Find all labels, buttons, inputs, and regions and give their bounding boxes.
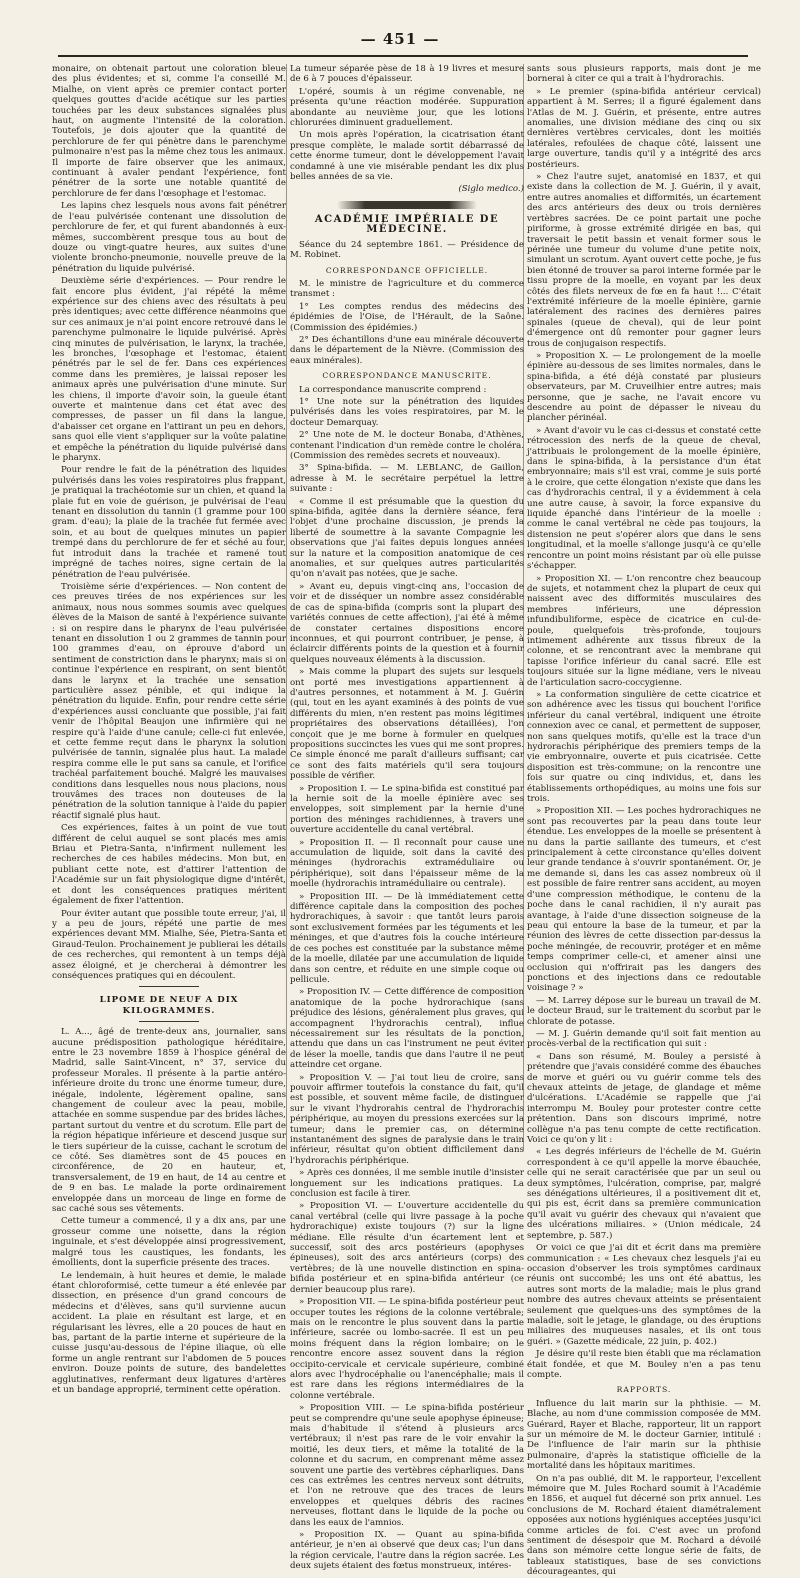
paragraph: » Proposition III. — De là immédiatement cette différence capitale dans la composition des poches hydrorachiques, à savoir : que tantôt leurs parois sont exclusivement formées par les téguments et les méninges, et que d'autres fois la couche intérieure de ces poches est constituée par la substance même de la moelle, dilatée par une accumulation de liquide dans son centre, et réduite en une simple coque ou pellicule.: [290, 891, 524, 985]
section-divider: [139, 1021, 199, 1022]
paragraph: » Le premier (spina-bifida antérieur cervical) appartient à M. Serres; il a figuré également dans l'Atlas de M. J. Guérin, et présente, entre autres anomalies, une division médiane des cinq ou six dernières vertèbres cervicales, dont les moitiés latérales, refoulées de chaque côté, laissent une large ouverture, tandis qu'il y a intégrité des arcs postérieurs.: [527, 86, 761, 170]
section-title: LIPOME DE NEUF A DIX KILOGRAMMES.: [99, 995, 239, 1016]
paragraph: » Proposition V. — J'ai tout lieu de croire, sans pouvoir affirmer toutefois la constance du fait, qu'il est possible, et souvent même facile, de distinguer sur le vivant l'hydrorahis central de l'hydrorachis périphérique, au moyen du pressions exercées sur la tumeur; dans le premier cas, on détermine instantanément des signes de paralysie dans le train inférieur, résultat qu'on obtient difficilement dans l'hydrorachis périphérique.: [290, 1072, 524, 1166]
paragraph: » Avant eu, depuis vingt-cinq ans, l'occasion de voir et de disséquer un nombre assez considérable de cas de spina-bifida (compris sont la plupart des variétés connues de cette affection), j'ai été à même de constater certaines dispositions encore inconnues, et qui pourront contribuer, je pense, à éclaircir différents points de la question et à fournir quelques nouveaux éléments à la discussion.: [290, 581, 524, 665]
paragraph: Je désire qu'il reste bien établi que ma réclamation était fondée, et que M. Bouley n'en a pas tenu compte.: [527, 1349, 761, 1380]
paragraph: L'opéré, soumis à un régime convenable, ne présenta qu'une réaction modérée. Suppuration abondante au neuvième jour, que les lotions chlorurées diminuent graduellement.: [290, 86, 524, 129]
paragraph: » Avant d'avoir vu le cas ci-dessus et constaté cette rétrocession des nerfs de la queue de cheval, j'attribuais le prolongement de la moelle épinière, dans le spina-bifida, à la persistance d'un état embryonnaire; mais s'il est vrai, comme je suis porté à le croire, que cette élongation n'existe que dans les cas d'hydrorachis central, il y a évidemment à cela une autre cause, à savoir, la force expansive du liquide épanché dans l'intérieur de la moelle : comme le canal vertébral ne cède pas toujours, la distension ne peut s'opérer alors que dans le sens longitudinal, et la moelle s'allonge jusqu'à ce qu'elle rencontre un point moins résistant par où elle puisse s'échapper.: [527, 425, 761, 572]
paragraph: Le lendemain, à huit heures et demie, le malade étant chloroformisé, cette tumeur a été enlevée par dissection, en présence d'un grand concours de médecins et d'élèves, sans qu'il survienne aucun accident. La plaie en résultant est large, et en régularisant les lèvres, elle a 20 pouces de haut en bas, partant de la partie interne et supérieure de la cuisse jusqu'au-dessous de l'épine iliaque, où elle forme un angle rentrant sur l'abdomen de 5 pouces environ. Douze points de suture, des bandelettes agglutinatives, renfermant deux ligatures d'artères et un bandage approprié, terminent cette opération.: [52, 1270, 286, 1395]
ornament-divider: [337, 201, 477, 209]
paragraph: La tumeur séparée pèse de 18 à 19 livres et mesure de 6 à 7 pouces d'épaisseur.: [290, 64, 524, 85]
paragraph: Or voici ce que j'ai dit et écrit dans ma première communication : « Les chevaux chez lesquels j'ai eu occasion d'observer les trois symptômes cardinaux réunis ont succombé; les uns ont été abattus, les autres sont morts de la maladie; mais le plus grand nombre des autres chevaux atteints se présentaient seulement que quelques-uns des symptômes de la maladie, soit le jetage, le glandage, ou des éruptions miliaires des muqueuses nasales, et ils ont tous guéri. » (Gazette médicale, 22 juin, p. 402.): [527, 1243, 761, 1347]
paragraph: Troisième série d'expériences. — Non content de ces preuves tirées de nos expériences sur les animaux, nous nous sommes soumis avec quelques élèves de la Maison de santé à l'expérience suivante : si on respire dans le pharynx de l'eau pulvérisée tenant en dissolution 1 ou 2 grammes de tannin pour 100 grammes d'eau, on éprouve d'abord un sentiment de constriction dans le pharynx; mais si on continue l'expérience en respirant, on sent bientôt dans le larynx et la trachée une sensation particulière assez pénible, et qui indique la pénétration du liquide. Enfin, pour rendre cette série d'expériences aussi concluante que possible, j'ai fait venir de l'hôpital Beaujon une infirmière qui ne respire qu'à l'aide d'une canule; celle-ci fut enlevée, et cette femme reçut dans le pharynx la solution pulvérisée de tannin, signalée plus haut. La malade respira comme elle le put sans sa canule, et l'orifice trachéal parfaitement bouché. Malgré les mauvaises conditions dans lesquelles nous nous placions, nous trouvâmes des traces non douteuses de la pénétration de la solution tannique à l'aide du papier réactif signalé plus haut.: [52, 581, 286, 821]
paragraph: » Proposition VII. — Le spina-bifida postérieur peut occuper toutes les régions de la colonne vertébrale; mais on le rencontre le plus souvent dans la partie inférieure, sacrée ou lombo-sacrée. Il est un peu moins fréquent dans la région lombaire; on le rencontre encore assez souvent dans la région occipito-cervicale et cervicale supérieure, combiné alors avec l'hydrocéphalie ou l'anencéphalie; mais il est rare dans les régions intermédiaires de la colonne vertébrale.: [290, 1297, 524, 1401]
column-1: [52, 64, 286, 1395]
paragraph: monaire, on obtenait partout une coloration bleue des plus évidentes; et si, comme l'a conseillé M. Mialhe, on vient après ce premier contact porter quelques gouttes d'acide acétique sur les parties touchées par les deux substances signalées plus haut, on augmente l'intensité de la coloration. Toutefois, je dois ajouter que la quantité de perchlorure de fer qui pénètre dans le parenchyme pulmonaire n'est pas la même chez tous les animaux. Il importe de faire observer que les animaux, continuant à avaler pendant l'expérience, font pénétrer de la sorte une notable quantité de perchlorure de fer dans l'œsophage et l'estomac.: [52, 64, 286, 199]
source-signature: (Siglo medico.): [458, 184, 524, 195]
paragraph: « Comme il est présumable que la question du spina-bifida, agitée dans la dernière séance, fera l'objet d'une prochaine discussion, je prends la liberté de soumettre à la savante Compagnie les observations que j'ai faites depuis longues années sur la nature et la composition anatomique de ces anomalies, et sur quelques autres particularités qu'on n'avait pas notées, que je sache.: [290, 496, 524, 580]
paragraph: Pour rendre le fait de la pénétration des liquides pulvérisés dans les voies respiratoires plus frappant, je pratiquai la trachéotomie sur un chien, et quand la plaie fut en voie de guérison, je pulvérisai de l'eau tenant en dissolution du tannin (1 gramme pour 100 gram. d'eau); la plaie de la trachée fut fermée avec soin, et au bout de quelques minutes un papier trempé dans du perchlorure de fer et séché au four, fut introduit dans la trachée et ramené tout imprégné de taches noires, signe certain de la pénétration de l'eau pulvérisée.: [52, 465, 286, 580]
column-2: [290, 64, 525, 1572]
paragraph: » Proposition VIII. — Le spina-bifida postérieur peut se comprendre qu'une seule apophyse épineuse; mais d'habitude il s'étend à plusieurs arcs vertébraux; il n'est pas rare de le voir envahir la moitié, les deux tiers, et même la totalité de la colonne et du sacrum, en comprenant même assez souvent une partie des vertèbres cépharliques. Dans ces cas extrêmes les centres nerveux sont détruits, et l'on ne retrouve que des traces de leurs enveloppes et quelques débris des racines nerveuses, flottant dans le liquide de la poche ou dans les eaux de l'amnios.: [290, 1403, 525, 1528]
paragraph: Influence du lait marin sur la phthisie. — M. Blache, au nom d'une commission composée de MM. Guérard, Rayer et Blache, rapporteur, lit un rapport sur un mémoire de M. le docteur Garnier, intitulé : De l'influence de l'air marin sur la phthisie pulmonaire, d'après la statistique officielle de la mortalité dans les hôpitaux maritimes.: [527, 1398, 761, 1472]
academy-title: ACADÉMIE IMPÉRIALE DE MÉDECINE.: [314, 213, 500, 236]
paragraph: 2° Des échantillons d'une eau minérale découverte dans le département de la Nièvre. (Commission des eaux minérales).: [290, 334, 524, 366]
header-rule: [58, 55, 748, 57]
session-line: Séance du 24 septembre 1861. — Présidence de M. Robinet.: [290, 239, 524, 261]
paragraph: La correspondance manuscrite comprend :: [299, 384, 487, 395]
paragraph: « Dans son résumé, M. Bouley a persisté à prétendre que j'avais considéré comme des ébauches de morve et guéri ou vu guérir comme tels des chevaux atteints de jetage, de glandage et même d'ulcérations. L'Académie se rappelle que j'ai interrompu M. Bouley pour protester contre cette prétention. Dans son discours imprimé, notre collègue n'a pas tenu compte de cette rectification. Voici ce qu'on y lit :: [527, 1051, 761, 1146]
paragraph: — M. J. Guérin demande qu'il soit fait mention au procès-verbal de la rectification qui suit :: [527, 1028, 761, 1050]
paragraph: » La conformation singulière de cette cicatrice et son adhérence avec les tissus qui bouchent l'orifice inférieur du canal vertébral, indiquent une étroite connexion avec ce canal, et permettent de supposer, non sans quelques motifs, qu'elle est la trace d'un hydrorachis périphérique des premiers temps de la vie embryonnaire, ouverte et puis cicatrisée. Cette disposition est très-commune; on la rencontre une fois sur quatre ou cinq individus, et, dans les établissements orthopédiques, au moins une fois sur trois.: [527, 689, 761, 805]
paragraph: 1° Une note sur la pénétration des liquides pulvérisés dans les voies respiratoires, par M. le docteur Demarquay.: [290, 396, 524, 428]
paragraph: » Proposition X. — Le prolongement de la moelle épinière au-dessous de ses limites normales, dans le spina-bifida, a été déjà constaté par plusieurs observateurs, par M. Cruveilhier entre autres; mais personne, que je sache, ne l'avait encore vu descendre au point de dépasser le niveau du plancher périnéal.: [527, 350, 761, 424]
paragraph: Un mois après l'opération, la cicatrisation étant presque complète, le malade sortit débarrassé de cette énorme tumeur, dont le développement l'avait condamné à une vie misérable pendant les dix plus belles années de sa vie.: [290, 130, 524, 183]
paragraph: » Chez l'autre sujet, anatomisé en 1837, et qui existe dans la collection de M. J. Guérin, il y avait, entre autres anomalies et difformités, un écartement des arcs antérieurs des deux ou trois dernières vertèbres sacrées. De ce point partait une poche piriforme, à grosse extrémité dirigée en bas, qui traversait le petit bassin et venait former sous le périnée une tumeur du volume d'une petite noix, simulant un scrotum. Ayant ouvert cette poche, je fus bien étonné de trouver sa paroi interne formée par le tissu propre de la moelle, en voyant par les deux côtés des filets nerveux de fœ en fa haut !... C'était l'extrémité inférieure de la moelle épinière, garnie latéralement des racines des dernières paires spinales (queue de cheval), qui de leur point d'émergence ont dû remonter pour gagner leurs trous de conjugaison respectifs.: [527, 172, 761, 349]
paragraph: » Proposition XII. — Les poches hydrorachiques ne sont pas recouvertes par la peau dans toute leur étendue. Les enveloppes de la moelle se présentent à nu dans la partie saillante des tumeurs, et c'est principalement à cette circonstance qu'elles doivent leur grande tendance à s'ouvrir spontanément. Or, je me demande si, dans les cas assez nombreux où il est possible de faire rentrer sans accident, au moyen d'une compression méthodique, le contenu de la poche dans le canal rachidien, il n'y aurait pas avantage, à l'aide d'une dissection soigneuse de la peau qui entoure la base de la tumeur, et par la réunion des lèvres de cette dissection par-dessus la poche méningée, de recouvrir, protéger et en même temps comprimer celle-ci, et amener ainsi une occlusion qui n'offrirait pas les dangers des ponctions et des injections dans ce redoutable voisinage ? »: [527, 806, 761, 994]
paragraph: — M. Larrey dépose sur le bureau un travail de M. le docteur Braud, sur le traitement du scorbut par le chlorate de potasse.: [527, 995, 761, 1027]
paragraph: » Mais comme la plupart des sujets sur lesquels ont porté mes investigations appartiennent à d'autres personnes, et notamment à M. J. Guérin (qui, tout en les ayant examinés à des points de vue différents du mien, n'en restent pas moins légitimes propriétaires des observations détaillées), l'on conçoit que je me borne à formuler en quelques propositions succinctes les vues qui me sont propres. Ce simple énoncé me paraît d'ailleurs suffisant; car ce sont des faits matériels qu'il sera toujours possible de vérifier.: [290, 667, 524, 782]
paragraph: L. A..., âgé de trente-deux ans, journalier, sans aucune prédisposition pathologique héréditaire, entre le 23 novembre 1859 à l'hospice général de Madrid, salle Saint-Vincent, n° 37, service du professeur Morales. Il présente à la partie antéro-inférieure droite du tronc une énorme tumeur, dure, inégale, indolente, légèrement opaline, sans changement de couleur avec la peau, mobile, attachée en somme suspendue par des brides lâches, partant surtout du ventre et du scrotum. Elle part de la région hépatique inférieure et descend jusque sur le tiers supérieur de la cuisse, cachant le scrotum de ce côté. Ses diamètres sont de 45 pouces en circonférence, de 20 en hauteur, et, transversalement, de 19 en haut, de 14 au centre et de 9 en bas. Le malade la porte ordinairement enveloppée dans un morceau de linge en forme de sac caché sous ses vêtements.: [52, 1027, 286, 1215]
paragraph: » Proposition IV. — Cette différence de composition anatomique de la poche hydrorachique (sans préjudice des lésions, généralement plus graves, qui accompagnent l'hydrorachis central), influe nécessairement sur les résultats de la ponction, attendu que dans un cas l'instrument ne peut éviter de léser la moelle, tandis que dans l'autre il ne peut atteindre cet organe.: [290, 987, 524, 1071]
paragraph: Les lapins chez lesquels nous avons fait pénétrer de l'eau pulvérisée contenant une dissolution de perchlorure de fer, et qui furent abandonnés à eux-mêmes, succombèrent presque tous au bout de douze ou vingt-quatre heures, aux suites d'une violente broncho-pneumonie, nouvelle preuve de la pénétration du liquide pulvérisé.: [52, 201, 286, 274]
paragraph: 3° Spina-bifida. — M. LEBLANC, de Gaillon, adresse à M. le secrétaire perpétuel la lettre suivante :: [290, 463, 524, 495]
paragraph: » Proposition II. — Il reconnaît pour cause une accumulation de liquide, soit dans la cavité des méninges (hydrorachis extraméduliaire ou périphérique), soit dans l'épaisseur même de la moelle (hydrorachis intraméduliaire ou centrale).: [290, 837, 524, 890]
paragraph: 2° Une note de M. le docteur Bonaba, d'Athènes, contenant l'indication d'un remède contre le choléra. (Commission des remèdes secrets et nouveaux).: [290, 430, 524, 461]
paragraph: » Proposition XI. — L'on rencontre chez beaucoup de sujets, et notamment chez la plupart de ceux qui naissent avec des difformités musculaires des membres inférieurs, une dépression infundibuliforme, espèce de cicatrice en cul-de-poule, quelquefois très-profonde, toujours intimement adhérente aux tissus fibreux de la colonne, et se rencontrant avec la membrane qui tapisse l'orifice inférieur du canal sacré. Elle est toujours située sur la ligne médiane, vers le niveau de l'articulation sacro-coccygienne.: [527, 573, 761, 688]
paragraph: Pour éviter autant que possible toute erreur, j'ai, il y a peu de jours, répété une partie de mes expériences devant MM. Mialhe, Sée, Pietra-Santa et Giraud-Teulon. Prochainement je publierai les détails de ces recherches, qui remontent à un temps déjà assez éloigné, et je chercherai à démontrer les conséquences pratiques qui en découlent.: [52, 908, 286, 981]
paragraph: Ces expériences, faites à un point de vue tout différent de celui auquel se sont placés mes amis Briau et Pietra-Santa, n'infirment nullement les recherches de ces habiles médecins. Mon but, en publiant cette note, est d'attirer l'attention de l'Académie sur un fait physiologique digne d'intérêt, et dont les conséquences pratiques méritent également de fixer l'attention.: [52, 823, 286, 907]
column-divider: [286, 64, 287, 1150]
paragraph: Cette tumeur a commencé, il y a dix ans, par une grosseur comme une noisette, dans la région inguinale, et s'est développée ainsi progressivement, malgré tous les caustiques, les fondants, les émollients, dont la superficie présente des traces.: [52, 1216, 286, 1269]
paragraph: « Les degrés inférieurs de l'échelle de M. Guérin correspondent à ce qu'il appelle la morve ébauchée, celle qui ne serait caractérisée que par un seul ou deux symptômes, l'ulcération, comprise, par, malgré ses dénégations ultérieures, il a positivement dit et, qui pis est, écrit dans sa première communication qu'il avait vu guérir des chevaux qui n'avaient que des ulcérations miliaires. » (Union médicale, 24 septembre, p. 587.): [527, 1147, 761, 1241]
paragraph: Deuxième série d'expériences. — Pour rendre le fait encore plus évident, j'ai répété la même expérience sur des chiens avec des résultats à peu près identiques; avec cette différence néanmoins que sur ces animaux je n'ai point encore retrouvé dans le parenchyme pulmonaire le liquide pulvérisé. Après cinq minutes de pulvérisation, le larynx, la trachée, les bronches, l'œsophage et l'estomac, étaient pénétrés par le sel de fer. Dans ces expériences comme dans les premières, je laissai reposer les animaux après une pulvérisation d'une minute. Sur les chiens, il importe d'avoir soin, la gueule étant ouverte et maintenue dans cet état avec des compresses, de passer un fil dans la langue, d'abaisser cet organe en l'attirant un peu en dehors, sans quoi elle vient s'appliquer sur la voûte palatine et empêche la pénétration du liquide pulvérisé dans le pharynx.: [52, 276, 286, 464]
paragraph: sants sous plusieurs rapports, mais dont je me bornerai à citer ce qui a trait à l'hydrorachis.: [527, 64, 761, 85]
paragraph: » Proposition IX. — Quant au spina-bifida antérieur, je n'en ai observé que deux cas; l'un dans la région cervicale, l'autre dans la région sacrée. Les deux sujets étaient des fœtus monstrueux, intéres-: [290, 1530, 524, 1572]
paragraph: M. le ministre de l'agriculture et du commerce transmet :: [290, 278, 524, 300]
section-divider: [139, 986, 199, 987]
paragraph: » Proposition VI. — L'ouverture accidentelle du canal vertébral (celle qui livre passage à la poche hydrorachique) existe toujours (?) sur la ligne médiane. Elle résulte d'un écartement lent et successif, soit des arcs postérieurs (apophyses épineuses), soit des arcs antérieurs (corps) des vertèbres; de là une nouvelle distinction en spina-bifida postérieur et en spina-bifida antérieur (ce dernier beaucoup plus rare).: [290, 1201, 524, 1295]
paragraph: » Après ces données, il me semble inutile d'insister longuement sur les indications pratiques. La conclusion est facile à tirer.: [290, 1168, 524, 1200]
subheading-manuscript: CORRESPONDANCE MANUSCRITE.: [322, 371, 492, 381]
subheading-reports: RAPPORTS.: [616, 1385, 672, 1395]
subheading-official: CORRESPONDANCE OFFICIELLE.: [325, 265, 489, 275]
column-3: [527, 64, 761, 1578]
paragraph: » Proposition I. — Le spina-bifida est constitué par la hernie soit de la moelle épinière avec ses enveloppes, soit simplement par la hernie d'une portion des méninges rachidiennes, à travers une ouverture accidentelle du canal vertébral.: [290, 783, 524, 836]
page-number: — 451 —: [360, 30, 440, 48]
paragraph: 1° Les comptes rendus des médecins des épidémies de l'Oise, de l'Hérault, de la Saône. (Commission des épidémies.): [290, 301, 524, 333]
paragraph: On n'a pas oublié, dit M. le rapporteur, l'excellent mémoire que M. Jules Rochard soumit à l'Académie en 1856, et auquel fut décerné son prix annuel. Les conclusions de M. Rochard étaient diamétralement opposées aux notions hygiéniques acceptées jusqu'ici comme articles de foi. C'est avec un profond sentiment de désespoir que M. Rochard a dévoilé dans son mémoire cette longue série de faits, de tableaux statistiques, base de ses convictions décourageantes, qui: [527, 1473, 761, 1578]
